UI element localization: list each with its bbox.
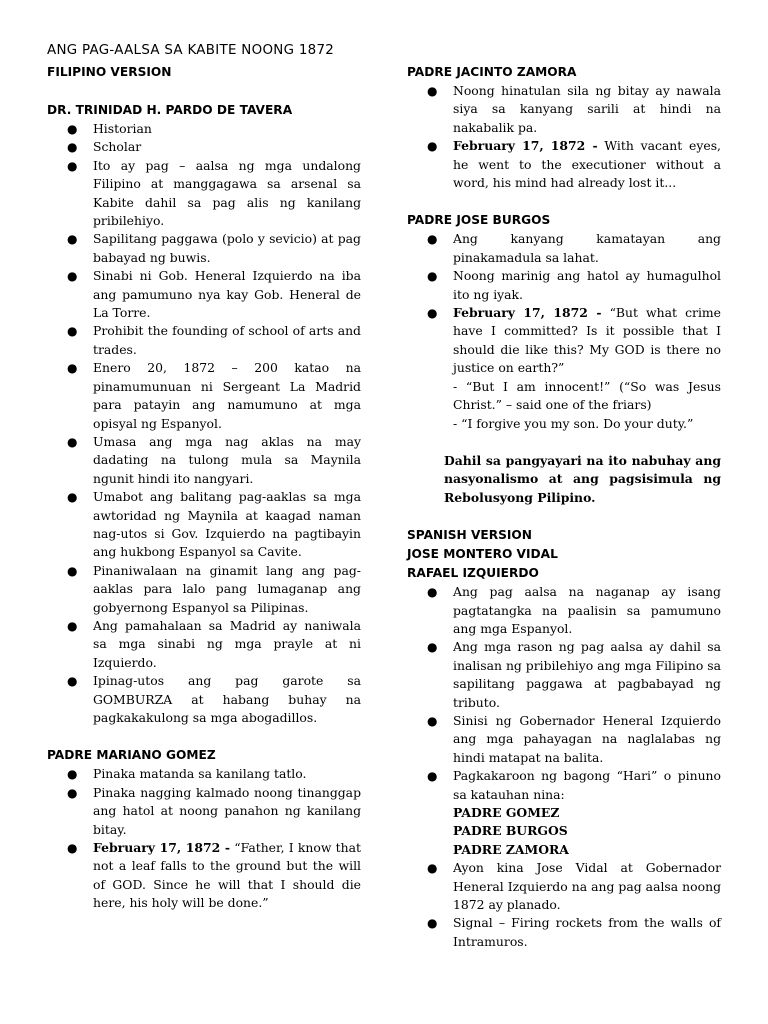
list-item: ● Sapilitang paggawa (polo y sevicio) at pag babayad ng buwis. <box>67 231 361 265</box>
tavera-list <box>47 120 361 727</box>
burgos-line-2: - “But I am innocent!” (“So was Jesus Christ.” – said one of the friars) <box>453 378 721 413</box>
list-item: ● Pinaka matanda sa kanilang tatlo. <box>67 766 307 782</box>
name-burgos: PADRE BURGOS <box>453 823 568 839</box>
list-item: ● Umabot ang balitang pag-aaklas sa mga awtoridad ng Maynila at kaagad naman nag-utos si Gov. Izquierdo na pagtibayin ang hukbong Espanyol sa Cavite. <box>67 489 361 560</box>
list-item: ● Noong marinig ang hatol ay humagulhol ito ng iyak. <box>427 268 721 302</box>
list-item: ● Ito ay pag – aalsa ng mga undalong Filipino at manggagawa sa arsenal sa Kabite dahil sa pag alis ng kanilang pribilehiyo. <box>67 157 361 229</box>
list-item: ● Ang pag aalsa na naganap ay isang pagtatangka na paalisin sa pamumuno ang mga Espanyol. <box>427 584 721 636</box>
name-gomez: PADRE GOMEZ <box>453 805 560 820</box>
list-item: ● Pinaniwalaan na ginamit lang ang pag-aaklas para lalo pang lumaganap ang gobyernong Espanyol sa Pilipinas. <box>67 562 361 615</box>
izquierdo-heading: RAFAEL IZQUIERDO <box>407 566 539 581</box>
list-item: ● Ang mga rason ng pag aalsa ay dahil sa inalisan ng pribilehiyo ang mga Filipino sa sapilitang paggawa at pagbabayad ng tributo. <box>427 639 721 710</box>
spanish-list <box>407 583 721 951</box>
list-item: ● Noong hinatulan sila ng bitay ay nawala siya sa kanyang sarili at hindi na nakabalik pa. <box>427 83 721 135</box>
spanish-version-heading: SPANISH VERSION <box>407 528 532 543</box>
burgos-list <box>407 230 721 432</box>
name-zamora: PADRE ZAMORA <box>453 841 569 857</box>
list-item: ● February 17, 1872 - “Father, I know that not a leaf falls to the ground but the will of GOD. Since he will that I should die here, his holy will be done.” <box>67 840 361 911</box>
list-item: ● Historian <box>67 121 152 136</box>
list-item: ● Pagkakaroon ng bagong “Hari” o pinuno sa katauhan nina: PADRE GOMEZ PADRE BURGOS PADRE ZAMORA <box>407 767 721 859</box>
burgos-heading: PADRE JOSE BURGOS <box>407 213 551 228</box>
list-item: ● Sinabi ni Gob. Heneral Izquierdo na iba ang pamumuno nya kay Gob. Heneral de La Torre. <box>67 268 361 321</box>
zamora-heading: PADRE JACINTO ZAMORA <box>407 65 577 79</box>
conclusion-paragraph: Dahil sa pangyayari na ito nabuhay ang nasyonalismo at ang pagsisimula ng Rebolusyong Pilipino. <box>444 452 721 505</box>
filipino-version-heading: FILIPINO VERSION <box>47 65 172 79</box>
tavera-heading: DR. TRINIDAD H. PARDO DE TAVERA <box>47 103 293 117</box>
list-item: ● Prohibit the founding of school of arts and trades. <box>67 323 361 357</box>
list-item: ● February 17, 1872 - “But what crime have I committed? Is it possible that I should die like this? My GOD is there no justice on earth?” - “But I am innocent!” (“So was Jesus Christ.” – said one of the friars) - “I forgive you my son. Do your duty.” <box>407 304 721 433</box>
list-item: ● February 17, 1872 - With vacant eyes, he went to the executioner without a word, his mind had already lost it... <box>427 138 721 191</box>
date-label: February 17, 1872 - <box>453 138 598 154</box>
hari-text: Pagkakaroon ng bagong “Hari” o pinuno sa katauhan nina: <box>453 768 721 802</box>
list-item: ● Ayon kina Jose Vidal at Gobernador Heneral Izquierdo na ang pag aalsa noong 1872 ay planado. <box>427 860 721 913</box>
list-item: ● Umasa ang mga nag aklas na may dadating na tulong mula sa Maynila ngunit hindi ito nangyari. <box>67 433 361 486</box>
list-item: ● Signal – Firing rockets from the walls of Intramuros. <box>427 915 721 949</box>
list-item: ● Sinisi ng Gobernador Heneral Izquierdo ang mga pahayagan na naglalabas ng hindi matapat na balita. <box>427 712 721 765</box>
gomez-quote: “Father, I know that not a leaf falls to the ground but the will of GOD. Since he will that I should die here, his holy will be done.” <box>93 840 361 911</box>
montero-vidal-heading: JOSE MONTERO VIDAL <box>407 547 558 562</box>
list-item: ● Scholar <box>67 139 142 155</box>
date-label: February 17, 1872 - <box>453 305 602 321</box>
burgos-quote: “But what crime have I committed? Is it possible that I should die like this? My GOD is there no justice on earth?” <box>453 305 721 376</box>
gomez-list <box>47 765 361 912</box>
list-item: ● Ang kanyang kamatayan ang pinakamadula sa lahat. <box>427 231 721 265</box>
document-title: ANG PAG-AALSA SA KABITE NOONG 1872 <box>47 43 335 58</box>
left-column <box>47 42 361 913</box>
gomez-heading: PADRE MARIANO GOMEZ <box>47 748 216 763</box>
list-item: ● Ipinag-utos ang pag garote sa GOMBURZA at habang buhay na pagkakakulong sa mga abogadillos. <box>67 673 361 725</box>
burgos-line-3: - “I forgive you my son. Do your duty.” <box>453 415 694 431</box>
right-column <box>407 63 721 951</box>
zamora-list <box>407 82 721 192</box>
zamora-quote: With vacant eyes, he went to the executioner without a word, his mind had already lost it... <box>453 138 721 191</box>
list-item: ● Pinaka nagging kalmado noong tinanggap ang hatol at noong panahon ng kanilang bitay. <box>67 784 361 837</box>
list-item: ● Ang pamahalaan sa Madrid ay naniwala sa mga sinabi ng mga prayle at ni Izquierdo. <box>67 617 361 670</box>
list-item: ● Enero 20, 1872 – 200 katao na pinamumunuan ni Sergeant La Madrid para patayin ang namumuno at mga opisyal ng Espanyol. <box>67 360 361 431</box>
date-label: February 17, 1872 - <box>93 840 230 856</box>
